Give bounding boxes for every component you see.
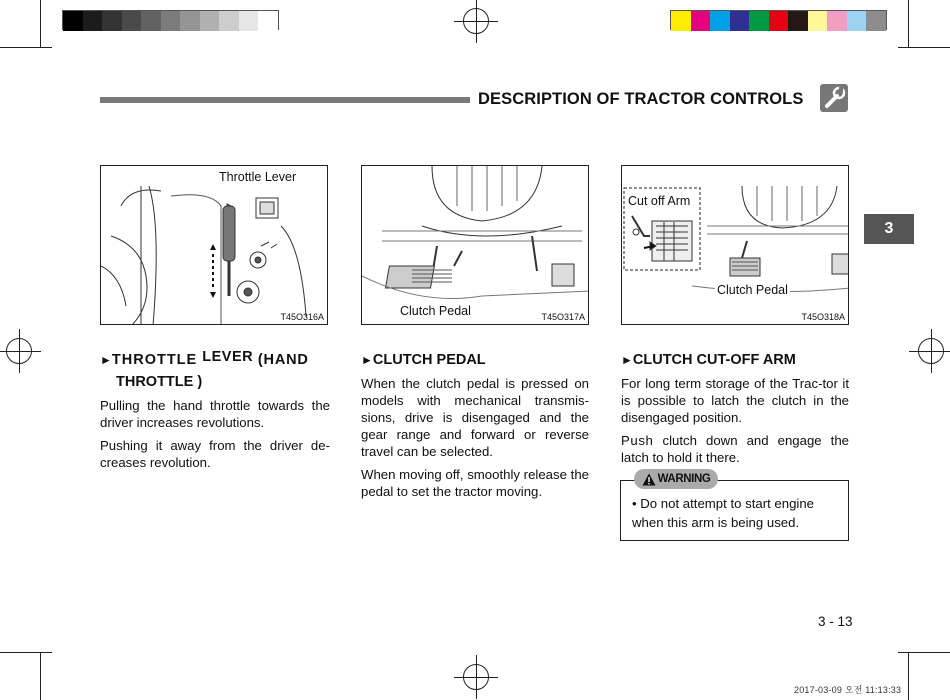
body-paragraph: Push clutch down and engage the latch to hold it there.	[621, 433, 849, 465]
color-swatch	[710, 11, 730, 31]
page-number: 3 - 13	[818, 614, 853, 629]
color-swatch	[730, 11, 750, 31]
figure-code: T45O316A	[280, 312, 324, 322]
warning-badge: WARNING	[634, 469, 718, 489]
crop-mark	[40, 0, 41, 48]
section-clutch-pedal	[361, 349, 589, 506]
color-swatch	[141, 11, 161, 31]
color-swatch	[788, 11, 808, 31]
crop-mark	[40, 652, 41, 700]
body-paragraph: Pushing it away from the driver de-creases revolution.	[100, 438, 330, 470]
cutoff-arm-illustration	[622, 166, 849, 325]
color-swatch	[83, 11, 103, 31]
body-paragraph: When moving off, smoothly release the pedal to set the tractor moving.	[361, 467, 589, 499]
color-swatch	[180, 11, 200, 31]
registration-mark	[918, 338, 944, 364]
figure-code: T45O318A	[801, 312, 845, 322]
color-swatch	[749, 11, 769, 31]
chapter-tab: 3	[864, 214, 914, 244]
warning-text: • Do not attempt to start engine when this arm is being used.	[632, 496, 815, 530]
section-title: ►THROTTLE LEVER (HAND	[100, 349, 309, 368]
section-title-continued: THROTTLE )	[116, 374, 203, 390]
warning-triangle-icon	[642, 473, 656, 486]
color-swatch	[671, 11, 691, 31]
print-timestamp: 2017-03-09 오전 11:13:33	[794, 685, 902, 695]
crop-mark	[0, 47, 52, 48]
color-swatch	[122, 11, 142, 31]
color-swatch	[769, 11, 789, 31]
registration-mark	[6, 338, 32, 364]
figure-throttle-lever	[100, 165, 328, 325]
bullet-arrow-icon: ►	[621, 353, 633, 367]
section-title: ►CLUTCH CUT-OFF ARM	[621, 352, 796, 368]
crop-mark	[898, 47, 950, 48]
throttle-illustration	[101, 166, 328, 325]
figure-label: Clutch Pedal	[400, 304, 471, 318]
figure-clutch-pedal	[361, 165, 589, 325]
body-paragraph: Pulling the hand throttle towards the driver increases revolutions.	[100, 398, 330, 430]
color-swatch	[161, 11, 181, 31]
color-swatch	[239, 11, 259, 31]
color-swatch	[691, 11, 711, 31]
crop-mark	[898, 652, 950, 653]
wrench-icon	[820, 84, 848, 112]
crop-mark	[908, 652, 909, 700]
header-rule	[100, 97, 470, 103]
registration-mark	[463, 8, 489, 34]
color-swatch	[808, 11, 828, 31]
color-swatch	[200, 11, 220, 31]
section-throttle	[100, 349, 330, 477]
color-swatch	[219, 11, 239, 31]
color-swatch	[258, 11, 278, 31]
figure-cutoff-arm	[621, 165, 849, 325]
bullet-arrow-icon: ►	[100, 353, 112, 367]
grayscale-color-bar	[62, 10, 279, 30]
section-title: ►CLUTCH PEDAL	[361, 352, 486, 368]
color-swatch	[102, 11, 122, 31]
crop-mark	[908, 0, 909, 48]
color-swatch	[827, 11, 847, 31]
color-swatch	[847, 11, 867, 31]
section-cutoff-arm	[621, 349, 849, 472]
page-title: DESCRIPTION OF TRACTOR CONTROLS	[478, 90, 804, 108]
color-swatch	[63, 11, 83, 31]
clutch-pedal-illustration	[362, 166, 589, 325]
crop-mark	[0, 652, 52, 653]
figure-code: T45O317A	[541, 312, 585, 322]
color-swatch	[866, 11, 886, 31]
figure-label: Cut off Arm	[628, 194, 691, 208]
body-paragraph: When the clutch pedal is pressed on models with mechanical transmis-sions, drive is disengaged and the gear range and forward or reverse travel can be selected.	[361, 376, 589, 459]
registration-mark	[463, 664, 489, 690]
figure-label: Throttle Lever	[219, 170, 297, 184]
body-paragraph: For long term storage of the Trac-tor it is possible to latch the clutch in the disengaged position.	[621, 376, 849, 425]
figure-label: Clutch Pedal	[717, 283, 788, 297]
bullet-arrow-icon: ►	[361, 353, 373, 367]
cmyk-color-bar	[670, 10, 887, 30]
